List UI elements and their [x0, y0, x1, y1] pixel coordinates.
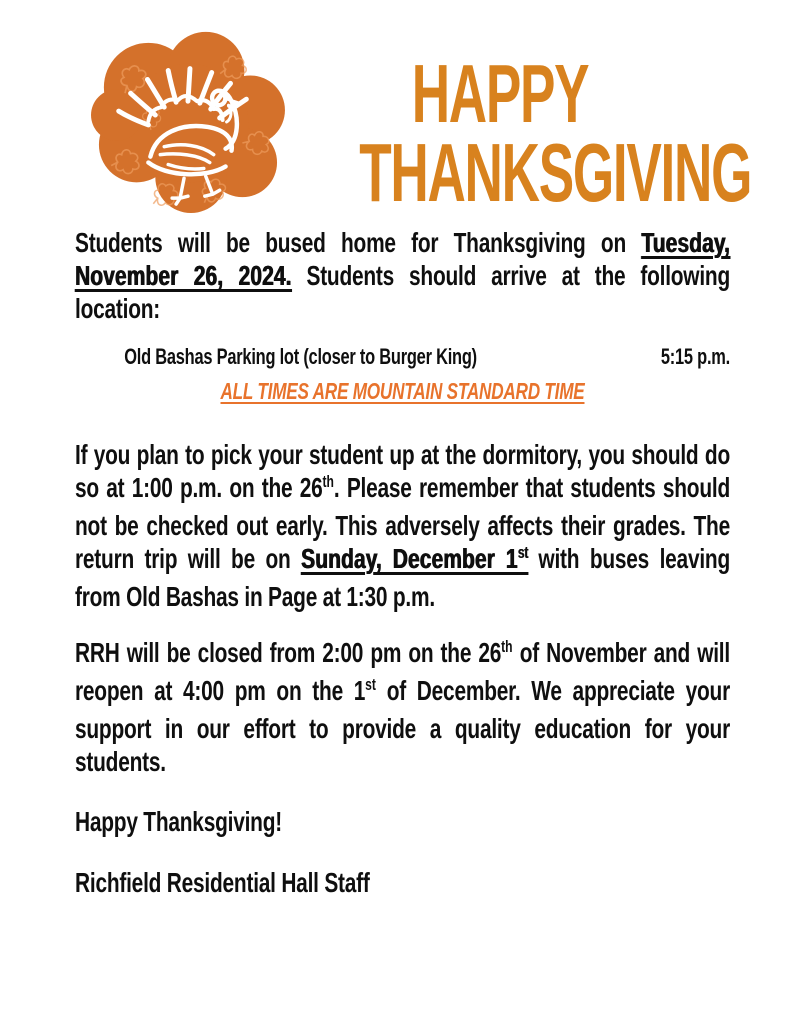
paragraph-busing: [75, 226, 730, 325]
title-line-1: HAPPY: [411, 47, 589, 140]
title-line-2: THANKSGIVING: [359, 126, 752, 219]
schedule-time: 5:15 p.m.: [660, 344, 730, 369]
text-segment: of November and will reopen at 4:00 pm on the 1: [75, 637, 730, 706]
schedule-location: Old Bashas Parking lot (closer to Burger King): [124, 344, 477, 369]
closing-greeting: Happy Thanksgiving!: [75, 806, 282, 837]
body-text-column: [75, 226, 730, 899]
text-segment: Sunday, December 1: [301, 543, 518, 574]
text-segment: th: [322, 473, 334, 492]
text-segment: Students should arrive at the following location:: [75, 260, 730, 324]
text-segment: th: [501, 638, 513, 657]
text-segment: st: [365, 676, 376, 695]
turkey-illustration: [84, 26, 288, 214]
text-segment: of December. We appreciate your support in our effort to provide a quality education for your students.: [75, 675, 730, 777]
text-segment: with buses leaving from Old Bashas in Page at 1:30 p.m.: [75, 543, 730, 612]
turkey-blob: [91, 32, 285, 213]
flyer-body: [75, 226, 730, 899]
text-segment: RRH will be closed from 2:00 pm on the 26: [75, 637, 502, 668]
text-segment: Students will be bused home for Thanksgiving on: [75, 227, 642, 258]
turkey-icon: [84, 26, 288, 214]
timezone-notice: ALL TIMES ARE MOUNTAIN STANDARD TIME: [220, 378, 585, 404]
text-segment: st: [517, 544, 528, 563]
text-segment: Tuesday, November 26, 2024.: [75, 227, 730, 291]
closing-signature: Richfield Residential Hall Staff: [75, 867, 370, 898]
schedule-row: [75, 344, 730, 370]
paragraph-closure: [75, 636, 730, 778]
paragraph-pickup: [75, 438, 730, 613]
page-title: [280, 47, 752, 219]
text-segment: . Please remember that students should not be checked out early. This adversely affects their grades. The return trip will be on: [75, 472, 730, 574]
text-segment: If you plan to pick your student up at the dormitory, you should do so at 1:00 p.m. on the 26: [75, 439, 730, 503]
